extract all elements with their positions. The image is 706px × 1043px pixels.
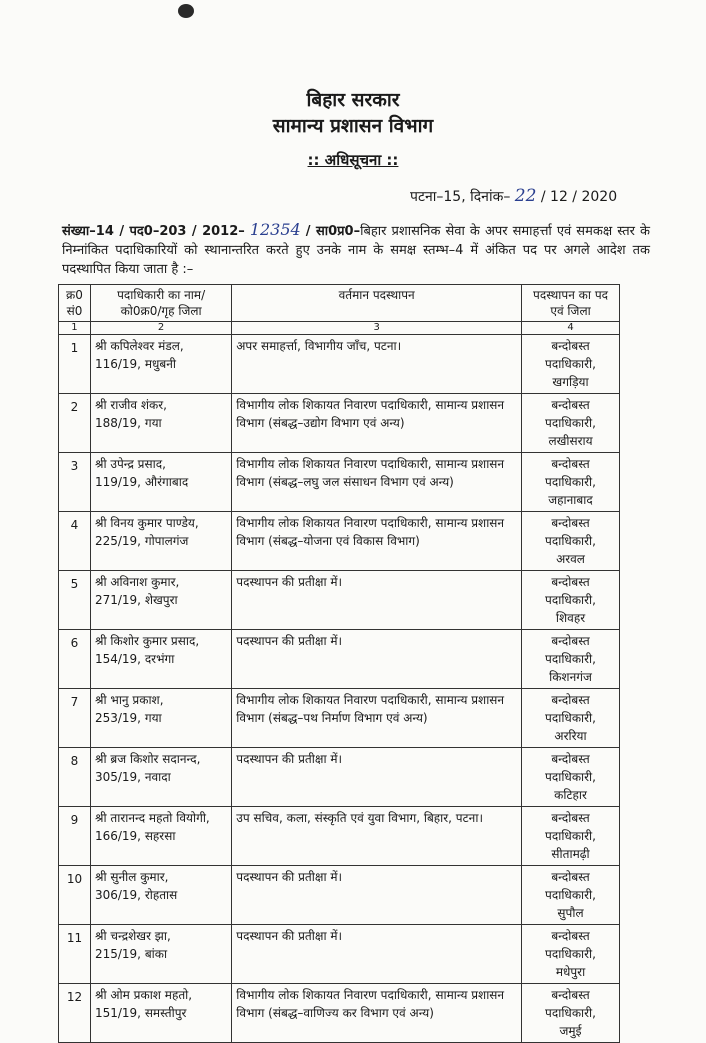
posting-title: बन्दोबस्त <box>551 398 590 412</box>
posting-title: बन्दोबस्त <box>551 811 590 825</box>
new-posting-cell <box>522 807 620 866</box>
current-posting: पदस्थापन की प्रतीक्षा में। <box>232 571 522 630</box>
row-serial: 2 <box>59 394 91 453</box>
notification-heading <box>0 150 706 170</box>
officer-name: श्री भानु प्रकाश, <box>94 693 164 707</box>
officer-name: श्री अविनाश कुमार, <box>94 575 180 589</box>
posting-title: बन्दोबस्त <box>551 339 590 353</box>
posting-role: पदाधिकारी, <box>545 888 596 902</box>
row-serial: 4 <box>59 512 91 571</box>
row-serial: 10 <box>59 866 91 925</box>
posting-role: पदाधिकारी, <box>545 1006 596 1020</box>
posting-title: बन्दोबस्त <box>551 516 590 530</box>
table-row <box>59 748 620 807</box>
col-number: 2 <box>90 322 231 335</box>
new-posting-cell <box>522 512 620 571</box>
officer-code-district: 225/19, गोपालगंज <box>94 534 189 548</box>
officer-cell <box>90 689 231 748</box>
row-serial: 12 <box>59 984 91 1043</box>
notification-label: :: अधिसूचना :: <box>307 151 399 169</box>
posting-title: बन्दोबस्त <box>551 457 590 471</box>
officer-name: श्री सुनील कुमार, <box>94 870 169 884</box>
col-number: 3 <box>232 322 522 335</box>
officer-code-district: 215/19, बांका <box>94 947 168 961</box>
row-serial: 5 <box>59 571 91 630</box>
officer-name: श्री उपेन्द्र प्रसाद, <box>94 457 166 471</box>
posting-district: जमुई <box>559 1024 582 1038</box>
posting-role: पदाधिकारी, <box>545 416 596 430</box>
new-posting-cell <box>522 453 620 512</box>
header-current: वर्तमान पदस्थापन <box>232 285 522 322</box>
current-posting: विभागीय लोक शिकायत निवारण पदाधिकारी, सामान्य प्रशासन विभाग (संबद्ध–योजना एवं विकास विभाग) <box>232 512 522 571</box>
row-serial: 7 <box>59 689 91 748</box>
officer-code-district: 188/19, गया <box>94 416 162 430</box>
officer-name: श्री चन्द्रशेखर झा, <box>94 929 171 943</box>
posting-district: सुपौल <box>557 906 584 920</box>
dateline <box>410 186 617 206</box>
posting-district: मधेपुरा <box>555 965 586 979</box>
order-text: बिहार प्रशासनिक सेवा के अपर समाहर्त्ता एवं समकक्ष स्तर के निम्नांकित पदाधिकारियों को स्थानान्तरित करते हुए उनके नाम के समक्ष स्तम्भ–4 में अंकित पद पर अगले आदेश तक पदस्थापित किया जाता है :– <box>62 224 650 277</box>
officer-name: श्री किशोर कुमार प्रसाद, <box>94 634 200 648</box>
officer-cell <box>90 571 231 630</box>
officer-code-district: 166/19, सहरसा <box>94 829 176 843</box>
table-row <box>59 335 620 394</box>
officer-code-district: 154/19, दरभंगा <box>94 652 175 666</box>
posting-district: कटिहार <box>554 788 587 802</box>
posting-district: खगड़िया <box>552 375 589 389</box>
order-paragraph <box>62 220 650 279</box>
current-posting: विभागीय लोक शिकायत निवारण पदाधिकारी, सामान्य प्रशासन विभाग (संबद्ध–लघु जल संसाधन विभाग एवं अन्य) <box>232 453 522 512</box>
date-day-handwritten: 22 <box>514 186 537 206</box>
officer-cell <box>90 512 231 571</box>
officer-name: श्री कपिलेश्वर मंडल, <box>94 339 184 353</box>
officer-name: श्री तारानन्द महतो वियोगी, <box>94 811 210 825</box>
new-posting-cell <box>522 571 620 630</box>
ref-suffix: / सा0प्र0– <box>305 224 361 239</box>
table-row <box>59 689 620 748</box>
new-posting-cell <box>522 984 620 1043</box>
posting-role: पदाधिकारी, <box>545 652 596 666</box>
header-name: पदाधिकारी का नाम/ को0क्र0/गृह जिला <box>90 285 231 322</box>
current-posting: विभागीय लोक शिकायत निवारण पदाधिकारी, सामान्य प्रशासन विभाग (संबद्ध–पथ निर्माण विभाग एवं अन्य) <box>232 689 522 748</box>
posting-table <box>58 284 620 1043</box>
posting-role: पदाधिकारी, <box>545 829 596 843</box>
current-posting: पदस्थापन की प्रतीक्षा में। <box>232 925 522 984</box>
officer-cell <box>90 807 231 866</box>
officer-name: श्री ब्रज किशोर सदानन्द, <box>94 752 201 766</box>
posting-role: पदाधिकारी, <box>545 711 596 725</box>
table-row <box>59 807 620 866</box>
posting-district: सीतामढ़ी <box>551 847 590 861</box>
table-row <box>59 571 620 630</box>
officer-cell <box>90 866 231 925</box>
posting-role: पदाधिकारी, <box>545 593 596 607</box>
officer-name: श्री ओम प्रकाश महतो, <box>94 988 193 1002</box>
posting-district: जहानाबाद <box>548 493 593 507</box>
table-row <box>59 453 620 512</box>
officer-cell <box>90 630 231 689</box>
posting-title: बन्दोबस्त <box>551 575 590 589</box>
officer-cell <box>90 984 231 1043</box>
new-posting-cell <box>522 925 620 984</box>
row-serial: 1 <box>59 335 91 394</box>
posting-title: बन्दोबस्त <box>551 870 590 884</box>
officer-code-district: 271/19, शेखपुरा <box>94 593 178 607</box>
header-posting: पदस्थापन का पद एवं जिला <box>522 285 620 322</box>
new-posting-cell <box>522 866 620 925</box>
posting-title: बन्दोबस्त <box>551 693 590 707</box>
table-row <box>59 394 620 453</box>
posting-title: बन्दोबस्त <box>551 752 590 766</box>
officer-cell <box>90 394 231 453</box>
current-posting: विभागीय लोक शिकायत निवारण पदाधिकारी, सामान्य प्रशासन विभाग (संबद्ध–उद्योग विभाग एवं अन्य) <box>232 394 522 453</box>
officer-name: श्री राजीव शंकर, <box>94 398 168 412</box>
punch-hole-mark <box>178 4 194 18</box>
current-posting: पदस्थापन की प्रतीक्षा में। <box>232 866 522 925</box>
header-sn: क्र0 सं0 <box>59 285 91 322</box>
dept-title: सामान्य प्रशासन विभाग <box>272 115 434 137</box>
new-posting-cell <box>522 748 620 807</box>
row-serial: 3 <box>59 453 91 512</box>
new-posting-cell <box>522 335 620 394</box>
new-posting-cell <box>522 630 620 689</box>
table-row <box>59 925 620 984</box>
officer-code-district: 151/19, समस्तीपुर <box>94 1006 187 1020</box>
posting-role: पदाधिकारी, <box>545 357 596 371</box>
column-number-row <box>59 322 620 335</box>
row-serial: 9 <box>59 807 91 866</box>
row-serial: 6 <box>59 630 91 689</box>
posting-role: पदाधिकारी, <box>545 534 596 548</box>
table-row <box>59 630 620 689</box>
posting-title: बन्दोबस्त <box>551 988 590 1002</box>
posting-role: पदाधिकारी, <box>545 475 596 489</box>
ref-handwritten-number: 12354 <box>249 220 301 239</box>
officer-cell <box>90 453 231 512</box>
officer-code-district: 119/19, औरंगाबाद <box>94 475 189 489</box>
table-row <box>59 512 620 571</box>
date-place: पटना–15, दिनांक– <box>410 189 511 205</box>
officer-cell <box>90 748 231 807</box>
table-header-row <box>59 285 620 322</box>
posting-district: लखीसराय <box>548 434 593 448</box>
govt-title: बिहार सरकार <box>306 89 400 111</box>
table-row <box>59 984 620 1043</box>
officer-cell <box>90 335 231 394</box>
officer-name: श्री विनय कुमार पाण्डेय, <box>94 516 199 530</box>
officer-code-district: 253/19, गया <box>94 711 162 725</box>
officer-code-district: 306/19, रोहतास <box>94 888 178 902</box>
col-number: 1 <box>59 322 91 335</box>
posting-role: पदाधिकारी, <box>545 947 596 961</box>
current-posting: पदस्थापन की प्रतीक्षा में। <box>232 748 522 807</box>
posting-title: बन्दोबस्त <box>551 634 590 648</box>
ref-prefix: संख्या–14 / पद0–203 / 2012– <box>62 224 245 239</box>
posting-district: अररिया <box>554 729 587 743</box>
current-posting: पदस्थापन की प्रतीक्षा में। <box>232 630 522 689</box>
date-rest: / 12 / 2020 <box>540 189 618 205</box>
table-row <box>59 866 620 925</box>
current-posting: विभागीय लोक शिकायत निवारण पदाधिकारी, सामान्य प्रशासन विभाग (संबद्ध–वाणिज्य कर विभाग एवं अन्य) <box>232 984 522 1043</box>
posting-district: शिवहर <box>555 611 586 625</box>
posting-district: किशनगंज <box>549 670 592 684</box>
posting-title: बन्दोबस्त <box>551 929 590 943</box>
posting-role: पदाधिकारी, <box>545 770 596 784</box>
new-posting-cell <box>522 689 620 748</box>
current-posting: अपर समाहर्त्ता, विभागीय जाँच, पटना। <box>232 335 522 394</box>
col-number: 4 <box>522 322 620 335</box>
posting-district: अरवल <box>556 552 585 566</box>
new-posting-cell <box>522 394 620 453</box>
row-serial: 11 <box>59 925 91 984</box>
officer-code-district: 116/19, मधुबनी <box>94 357 176 371</box>
officer-code-district: 305/19, नवादा <box>94 770 171 784</box>
current-posting: उप सचिव, कला, संस्कृति एवं युवा विभाग, बिहार, पटना। <box>232 807 522 866</box>
row-serial: 8 <box>59 748 91 807</box>
officer-cell <box>90 925 231 984</box>
